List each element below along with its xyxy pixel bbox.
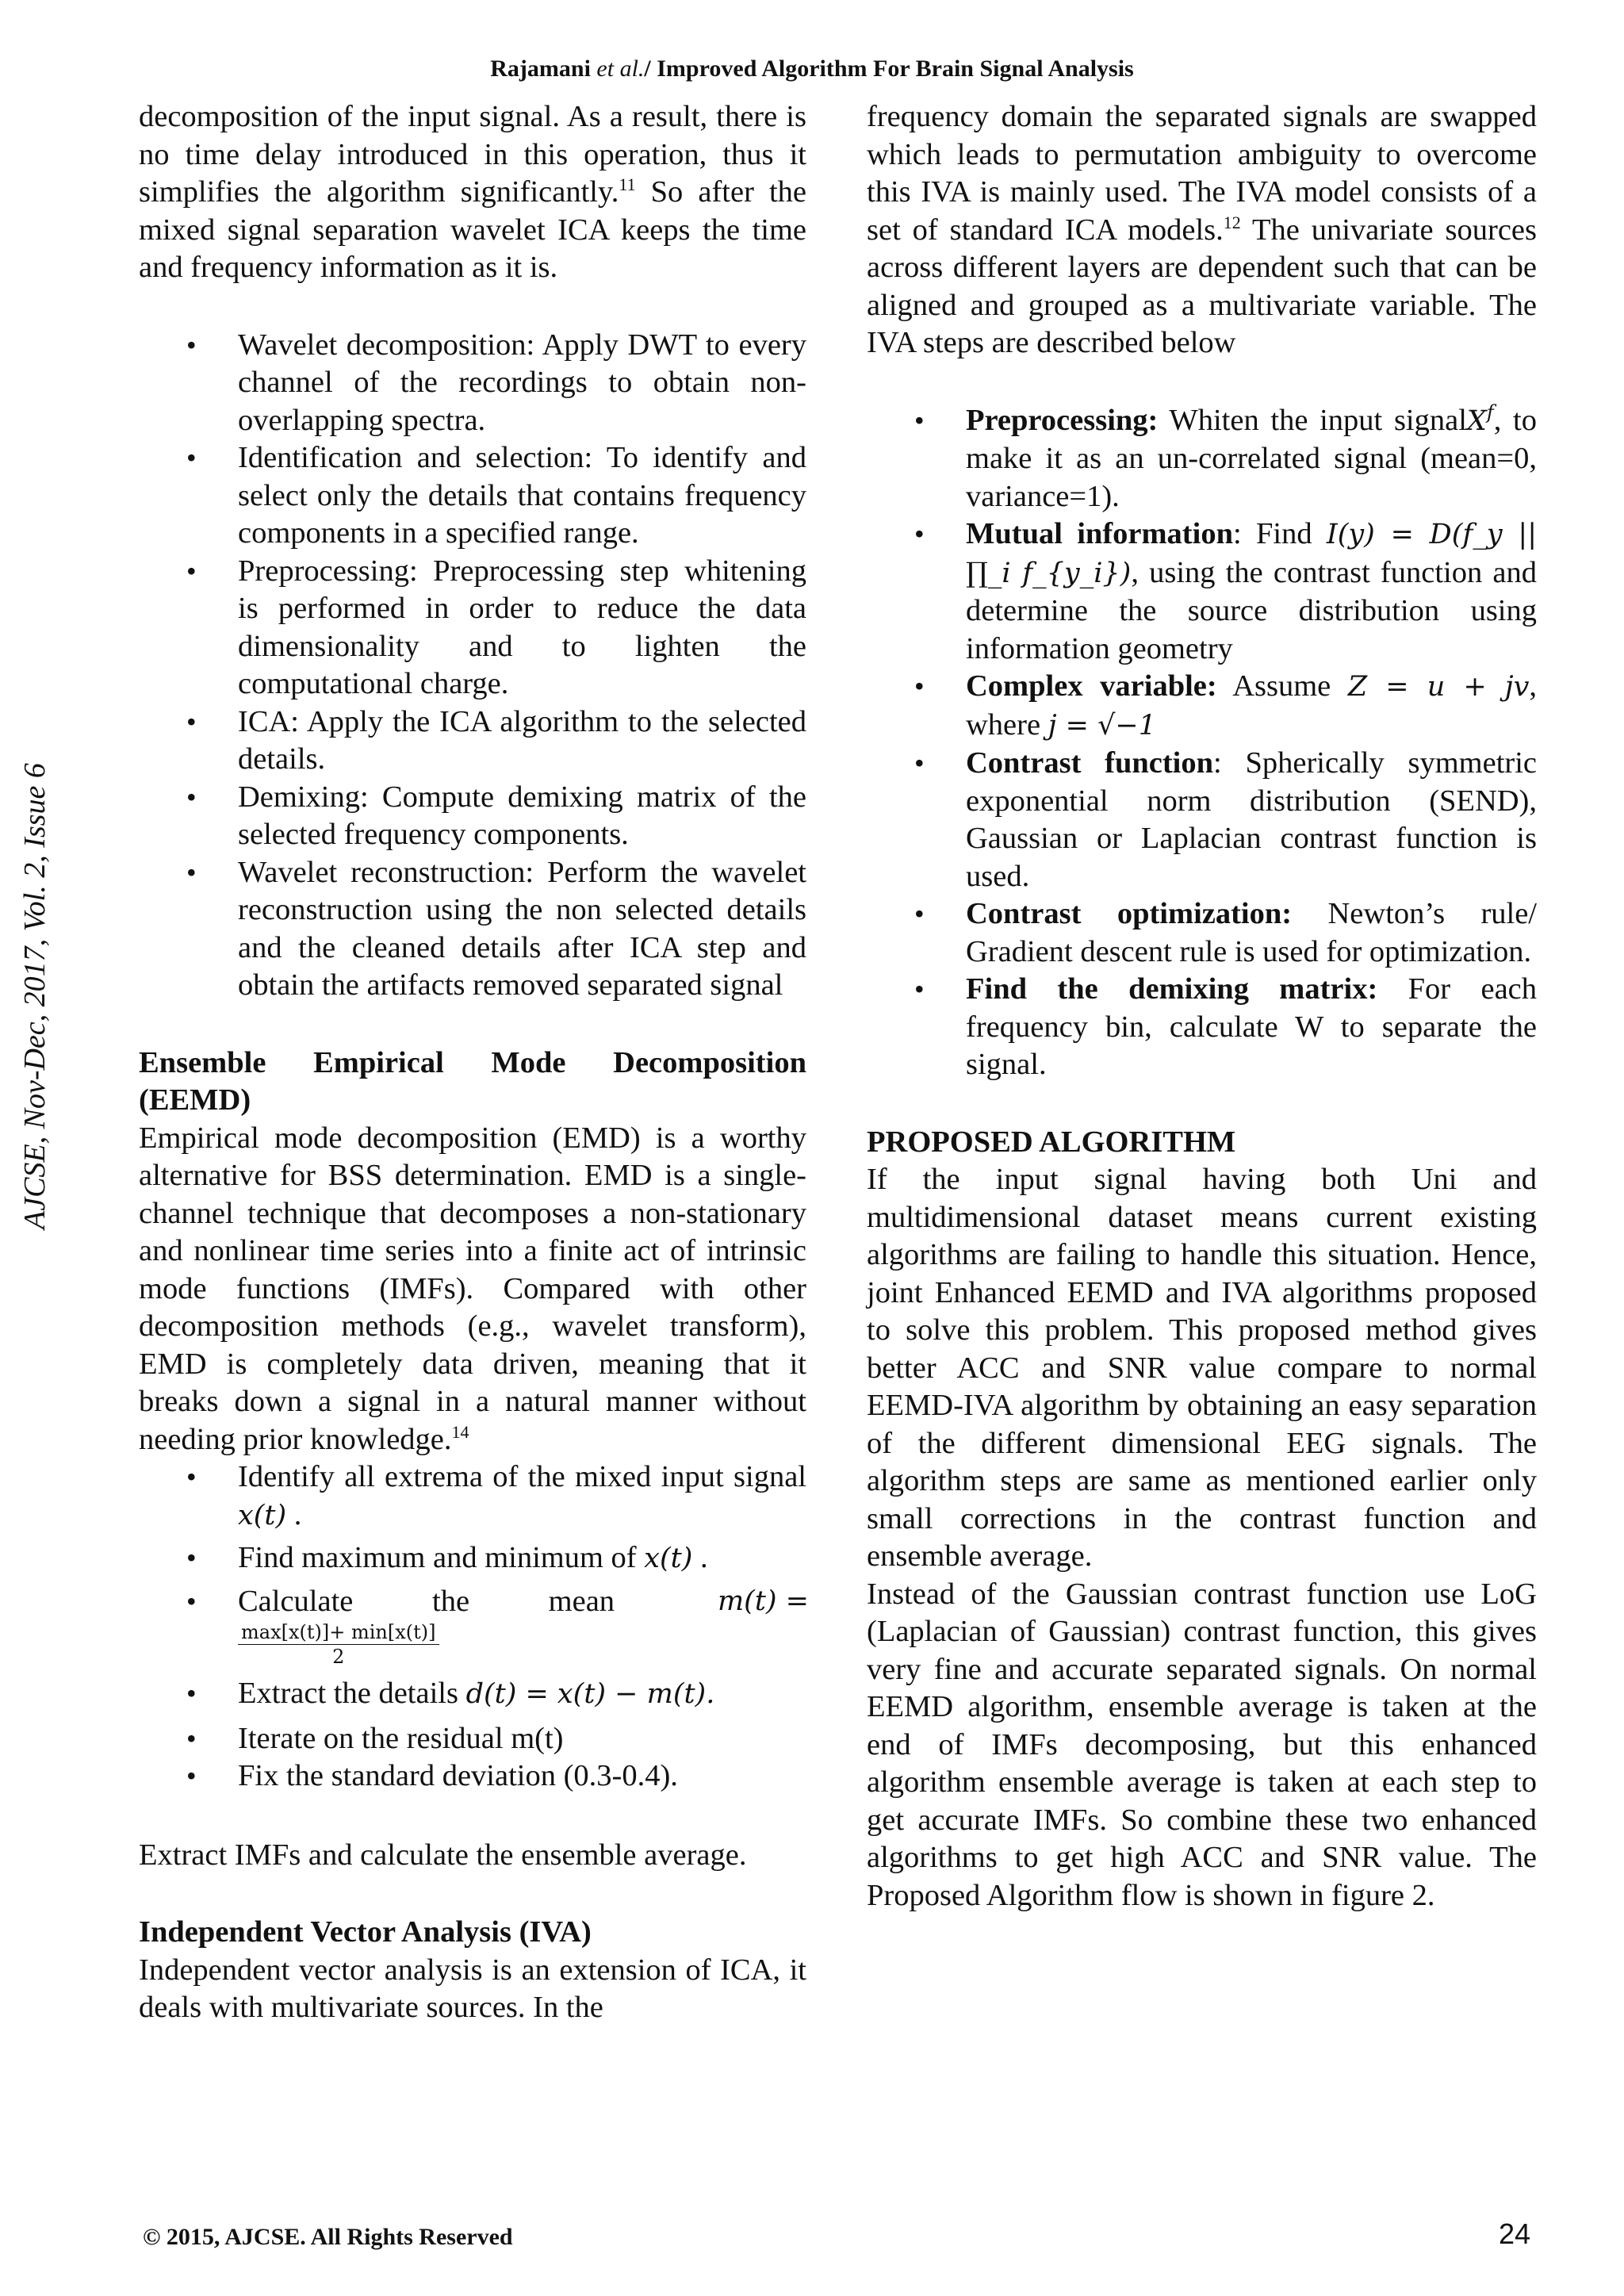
list-item: • Find maximum and minimum of x(t) . [139,1539,806,1578]
list-item: • Wavelet reconstruction: Perform the wavelet reconstruction using the non selected details and the cleaned details after ICA step and obtain the artifacts removed separated signal [139,854,806,1005]
left-column [139,98,809,2027]
list-item: • ICA: Apply the ICA algorithm to the selected details. [139,703,806,779]
step-text: Find maximum and minimum of [238,1541,637,1574]
copyright-footer: © 2015, AJCSE. All Rights Reserved [143,2224,513,2250]
step-text: : Spherically symmetric exponential norm distribution (SEND), Gaussian or Laplacian contrast function is used. [966,746,1537,893]
step-text: , using the contrast function and determine the source distribution using information geometry [966,555,1537,665]
math-m-of-t: m(t) = [717,1585,809,1617]
intro-tail: So after the mixed signal separation wavelet ICA keeps the time and frequency information as it is. [139,175,806,284]
step-label: Complex variable: [966,669,1217,703]
math-imaginary-unit: j = √−1 [1048,709,1157,742]
page-number: 24 [1499,2217,1531,2250]
list-item [867,516,1537,668]
list-item [867,971,1537,1084]
iva-paragraph: Independent vector analysis is an extension of ICA, it deals with multivariate sources. In the [139,1953,806,2024]
running-header [0,56,1624,82]
journal-sidebar-text: AJCSE, Nov-Dec, 2017, Vol. 2, Issue 6 [18,763,52,1229]
step-text: : Find [1232,517,1327,550]
intro-text: decomposition of the input signal. As a result, there is no time delay introduced in this operation, thus it simplifies the algorithm significantly. [139,100,806,209]
citation-11[interactable]: 11 [619,174,636,195]
wavelet-ica-steps [139,327,806,1005]
math-x: X [1466,404,1487,437]
list-item [139,1583,809,1669]
header-etal: et al. [590,56,645,82]
list-item [867,895,1537,971]
step-text: , where [966,669,1538,742]
list-item [867,668,1537,745]
fraction-numerator: max[x(t)]+ min[x(t)] [238,1620,439,1645]
step-text: Extract the details [238,1677,458,1710]
list-item: • Iterate on the residual m(t) [139,1720,806,1758]
eemd-heading: Ensemble Empirical Mode Decomposition (EEMD) [139,1045,806,1117]
eemd-conclusion: Extract IMFs and calculate the ensemble average. [139,1838,747,1872]
list-item: • Demixing: Compute demixing matrix of the selected frequency components. [139,779,806,854]
step-text: , to make it as an un-correlated signal (mean=0, variance=1). [966,403,1537,513]
step-text: • Calculate the mean [238,1584,615,1618]
list-item: • Fix the standard deviation (0.3-0.4). [139,1757,806,1796]
iva-continued-tail: The univariate sources across different layers are dependent such that can be aligned and grouped as a multivariate variable. The IVA steps are described below [867,213,1537,359]
iva-heading: Independent Vector Analysis (IVA) [139,1915,592,1949]
proposed-paragraph-2: Instead of the Gaussian contrast function use LoG (Laplacian of Gaussian) contrast function, this gives very fine and accurate separated signals. On normal EEMD algorithm, ensemble average is taken at the end of IMFs decomposing, but this enhanced algorithm ensemble average is taken at each step to get accurate IMFs. So combine these two enhanced algorithms to get high ACC and SNR value. The Proposed Algorithm flow is shown in figure 2. [867,1577,1537,1912]
list-item: • Preprocessing: Preprocessing step whitening is performed in order to reduce the data dimensionality and to lighten the computational charge. [139,553,806,703]
citation-14[interactable]: 14 [451,1421,469,1442]
step-text: For each frequency bin, calculate W to separate the signal. [966,972,1538,1081]
fraction-denominator: 2 [332,1646,345,1668]
right-column [867,98,1537,1915]
proposed-heading: PROPOSED ALGORITHM [867,1125,1236,1159]
iva-continued-paragraph [867,98,1537,362]
math-details: d(t) = x(t) − m(t). [465,1678,715,1710]
list-item [867,402,1537,516]
step-label: Preprocessing: [966,403,1159,437]
eemd-paragraph [139,1120,806,1459]
step-label: Find the demixing matrix: [966,972,1378,1006]
iva-steps [867,402,1537,1084]
list-item: • Identify all extrema of the mixed input signal x(t) . [139,1458,806,1535]
math-x-of-t: x(t) [644,1543,693,1574]
list-item [139,1675,806,1714]
step-label: Contrast optimization: [966,897,1293,930]
mean-fraction [238,1620,439,1669]
math-mutual-information: I(y) = D(f_y || ∏_i f_{y_i}) [966,519,1537,589]
step-label: Mutual information [966,517,1233,550]
list-item: • Wavelet decomposition: Apply DWT to every channel of the recordings to obtain non-overlapping spectra. [139,327,806,440]
eemd-steps [139,1458,809,1796]
header-title: / Improved Algorithm For Brain Signal Analysis [644,56,1134,82]
step-label: Contrast function [966,746,1214,780]
intro-paragraph [139,98,806,287]
math-complex: Z = u + jv [1347,671,1530,703]
proposed-paragraph-1: If the input signal having both Uni and multidimensional dataset means current existing algorithms are failing to handle this situation. Hence, joint Enhanced EEMD and IVA algorithms proposed to solve this problem. This proposed method gives better ACC and SNR value compare to normal EEMD-IVA algorithm by obtaining an easy separation of the different dimensional EEG signals. The algorithm steps are same as mentioned earlier only small corrections in the contrast function and ensemble average. [867,1163,1537,1573]
step-text: Identify all extrema of the mixed input signal [238,1460,806,1493]
math-superscript-f: f [1486,401,1494,424]
step-text: Whiten the input signal [1158,403,1467,437]
list-item [867,745,1537,895]
list-item: • Identification and selection: To identify and select only the details that contains frequency components in a specified range. [139,439,806,553]
eemd-text: Empirical mode decomposition (EMD) is a worthy alternative for BSS determination. EMD is a single-channel technique that decomposes a non-stationary and nonlinear time series into a finite act of intrinsic mode functions (IMFs). Compared with other decomposition methods (e.g., wavelet transform), EMD is completely data driven, meaning that it breaks down a signal in a natural manner without needing prior knowledge. [139,1121,806,1456]
step-text: Newton’s rule/ Gradient descent rule is used for optimization. [966,897,1538,968]
iva-continued-text: frequency domain the separated signals are swapped which leads to permutation ambiguity to overcome this IVA is mainly used. The IVA model consists of a set of standard ICA models. [867,100,1537,247]
citation-12[interactable]: 12 [1223,212,1241,232]
math-x-of-t: x(t) [238,1499,287,1531]
header-author: Rajamani [490,56,591,82]
step-text: Assume [1216,669,1348,703]
